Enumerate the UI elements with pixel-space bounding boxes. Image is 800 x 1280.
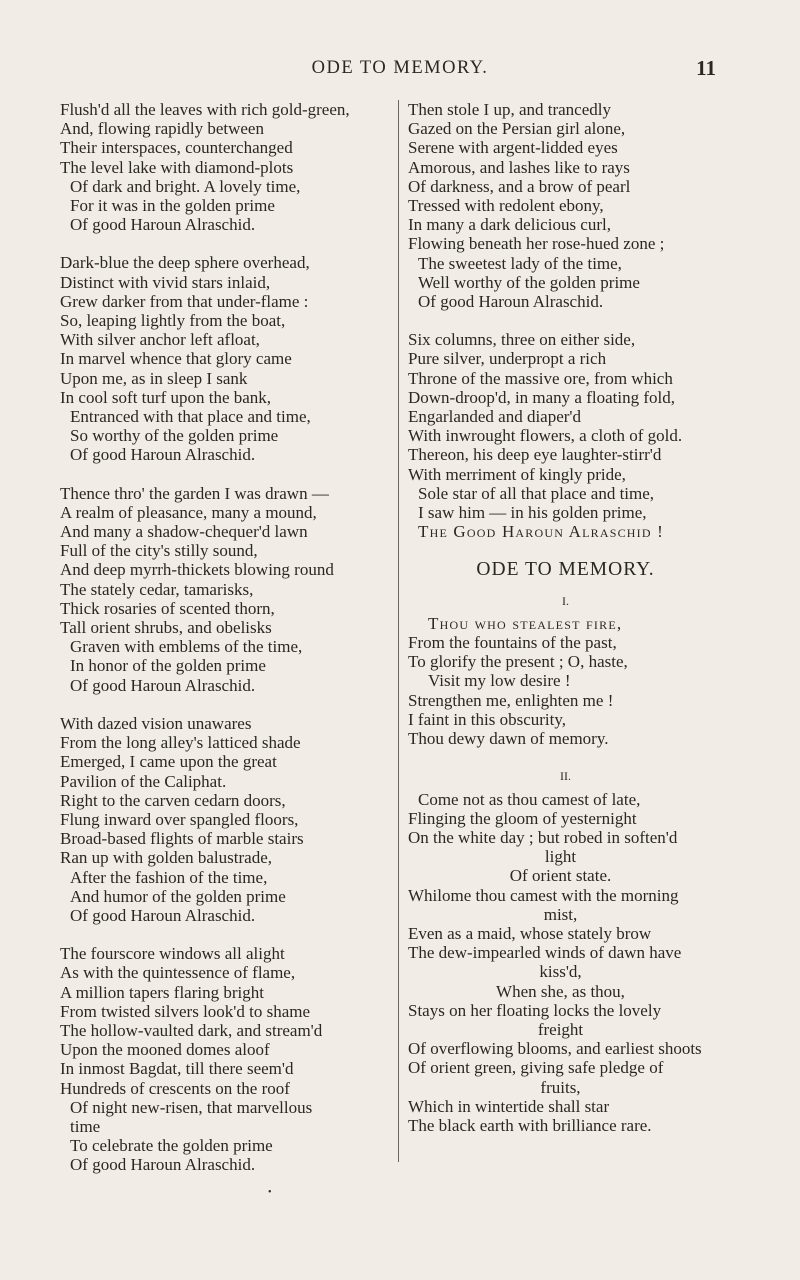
refrain-line: Of good Haroun Alraschid.	[70, 445, 256, 465]
verse-line: Of overflowing blooms, and earliest shoots	[408, 1039, 702, 1059]
verse-line: Distinct with vivid stars inlaid,	[60, 272, 271, 292]
verse-line: In honor of the golden prime	[70, 656, 266, 676]
stanza	[60, 484, 405, 695]
verse-line: For it was in the golden prime	[70, 196, 275, 216]
stanza	[60, 944, 405, 1174]
verse-line: The level lake with diamond-plots	[60, 157, 294, 177]
verse-line: Of darkness, and a brow of pearl	[408, 176, 631, 196]
verse-line: Whilome thou camest with the morning	[408, 885, 679, 905]
verse-line: Six columns, three on either side,	[408, 330, 636, 350]
verse-line: The fourscore windows all alight	[60, 944, 285, 964]
verse-line: I saw him — in his golden prime,	[418, 503, 647, 523]
verse-line-continuation: freight	[537, 1019, 584, 1039]
verse-line: On the white day ; but robed in soften'd	[408, 827, 678, 847]
verse-line: With inwrought flowers, a cloth of gold.	[408, 426, 683, 446]
verse-line: Down-droop'd, in many a floating fold,	[408, 387, 675, 407]
verse-line: Of dark and bright. A lovely time,	[70, 176, 301, 196]
verse-line: Thick rosaries of scented thorn,	[60, 598, 275, 618]
verse-line-continuation: mist,	[543, 904, 578, 924]
verse-line: Pure silver, underpropt a rich	[408, 349, 607, 369]
verse-line: Flinging the gloom of yesternight	[408, 808, 637, 828]
poem-title: ODE TO MEMORY.	[476, 559, 655, 581]
verse-line: Which in wintertide shall star	[408, 1096, 610, 1116]
refrain-line: The Good Haroun Alraschid !	[418, 522, 665, 542]
verse-line: After the fashion of the time,	[70, 867, 268, 887]
verse-line: Stays on her floating locks the lovely	[408, 1000, 662, 1020]
page-header	[0, 58, 800, 88]
verse-line: Entranced with that place and time,	[70, 407, 311, 427]
refrain-line: Of good Haroun Alraschid.	[70, 905, 256, 925]
verse-line: Their interspaces, counterchanged	[60, 138, 293, 158]
verse-line: Broad-based flights of marble stairs	[60, 829, 304, 849]
stanza	[408, 100, 753, 311]
section-numeral: II.	[560, 769, 571, 784]
verse-line: Hundreds of crescents on the roof	[60, 1078, 290, 1098]
verse-line: And many a shadow-chequer'd lawn	[60, 522, 308, 542]
verse-line: Well worthy of the golden prime	[418, 272, 640, 292]
verse-line: Amorous, and lashes like to rays	[408, 157, 630, 177]
verse-line: Flung inward over spangled floors,	[60, 809, 299, 829]
stanza	[408, 330, 753, 541]
verse-line: To glorify the present ; O, haste,	[408, 652, 628, 672]
verse-line-continuation: kiss'd,	[539, 962, 582, 982]
verse-line: When she, as thou,	[496, 981, 625, 1001]
verse-line: Come not as thou camest of late,	[418, 789, 641, 809]
verse-line-continuation: light	[544, 847, 577, 867]
refrain-line: Of good Haroun Alraschid.	[70, 1155, 256, 1175]
verse-line: Emerged, I came upon the great	[60, 752, 277, 772]
verse-line: A realm of pleasance, many a mound,	[60, 502, 317, 522]
verse-line: Thence thro' the garden I was drawn —	[60, 483, 329, 503]
verse-line: In many a dark delicious curl,	[408, 215, 611, 235]
verse-line: A million tapers flaring bright	[60, 982, 264, 1002]
verse-line: Throne of the massive ore, from which	[408, 368, 673, 388]
verse-line: From twisted silvers look'd to shame	[60, 1001, 311, 1021]
verse-line: Sole star of all that place and time,	[418, 483, 655, 503]
verse-line: To celebrate the golden prime	[70, 1136, 273, 1156]
verse-line: Gazed on the Persian girl alone,	[408, 119, 626, 139]
verse-line: Upon the mooned domes aloof	[60, 1040, 270, 1060]
verse-line-text: Thou who stealest fire,	[428, 613, 623, 633]
verse-line: Flush'd all the leaves with rich gold-green,	[60, 100, 350, 119]
page-number: 11	[696, 56, 716, 80]
verse-line: The sweetest lady of the time,	[418, 253, 622, 273]
verse-line: With merriment of kingly pride,	[408, 464, 626, 484]
verse-line: From the fountains of the past,	[408, 633, 617, 653]
verse-line: With dazed vision unawares	[60, 713, 252, 733]
verse-line: Of orient state.	[509, 866, 612, 886]
verse-line-continuation: fruits,	[540, 1077, 581, 1097]
verse-line: I faint in this obscurity,	[408, 709, 567, 729]
verse-line: Graven with emblems of the time,	[70, 637, 303, 657]
verse-line: In marvel whence that glory came	[60, 349, 292, 369]
verse-line: From the long alley's latticed shade	[60, 733, 301, 753]
verse-line: Flowing beneath her rose-hued zone ;	[408, 234, 665, 254]
verse-line: In inmost Bagdat, till there seem'd	[60, 1059, 294, 1079]
verse-line: The dew-impearled winds of dawn have	[408, 943, 682, 963]
stanza	[408, 790, 753, 1136]
printer-mark: •	[268, 1187, 272, 1198]
refrain-line: Of good Haroun Alraschid.	[70, 675, 256, 695]
verse-line: Pavilion of the Caliphat.	[60, 771, 227, 791]
verse-line: With silver anchor left afloat,	[60, 330, 260, 350]
verse-line: Right to the carven cedarn doors,	[60, 790, 286, 810]
verse-line: Tressed with redolent ebony,	[408, 196, 604, 216]
stanza	[408, 614, 753, 748]
verse-line: The stately cedar, tamarisks,	[60, 579, 254, 599]
verse-line: Of orient green, giving safe pledge of	[408, 1058, 664, 1078]
verse-line: As with the quintessence of flame,	[60, 963, 296, 983]
verse-line-continuation: time	[70, 1116, 101, 1136]
section-numeral: I.	[562, 593, 569, 608]
verse-line: Thereon, his deep eye laughter-stirr'd	[408, 445, 662, 465]
verse-line: Strengthen me, enlighten me !	[408, 690, 614, 710]
verse-line: Even as a maid, whose stately brow	[408, 923, 652, 943]
right-column	[408, 100, 753, 1154]
verse-line: Full of the city's stilly sound,	[60, 541, 258, 561]
verse-line: Serene with argent-lidded eyes	[408, 138, 618, 158]
verse-line: And, flowing rapidly between	[60, 119, 264, 139]
refrain-line: Of good Haroun Alraschid.	[70, 215, 256, 235]
verse-line: Visit my low desire !	[428, 671, 571, 691]
verse-line: Then stole I up, and trancedly	[408, 100, 611, 119]
verse-line: So worthy of the golden prime	[70, 426, 279, 446]
verse-line: Upon me, as in sleep I sank	[60, 368, 248, 388]
verse-line: And deep myrrh-thickets blowing round	[60, 560, 334, 580]
verse-line: Engarlanded and diaper'd	[408, 407, 581, 427]
stanza	[60, 714, 405, 925]
verse-line: Dark-blue the deep sphere overhead,	[60, 253, 310, 273]
left-column	[60, 100, 405, 1194]
verse-line: Tall orient shrubs, and obelisks	[60, 618, 272, 638]
verse-line: So, leaping lightly from the boat,	[60, 311, 286, 331]
verse-line: In cool soft turf upon the bank,	[60, 387, 272, 407]
running-title: ODE TO MEMORY.	[311, 58, 489, 78]
verse-line: The black earth with brilliance rare.	[408, 1115, 652, 1135]
verse-line: The hollow-vaulted dark, and stream'd	[60, 1020, 323, 1040]
verse-line	[408, 614, 753, 633]
verse-line: Of night new-risen, that marvellous	[70, 1097, 313, 1117]
verse-line: And humor of the golden prime	[70, 886, 286, 906]
stanza	[60, 253, 405, 464]
verse-line: Ran up with golden balustrade,	[60, 848, 272, 868]
refrain-line: Of good Haroun Alraschid.	[418, 292, 604, 312]
verse-line: Thou dewy dawn of memory.	[408, 729, 609, 749]
verse-line: Grew darker from that under-flame :	[60, 291, 309, 311]
stanza	[60, 100, 405, 234]
